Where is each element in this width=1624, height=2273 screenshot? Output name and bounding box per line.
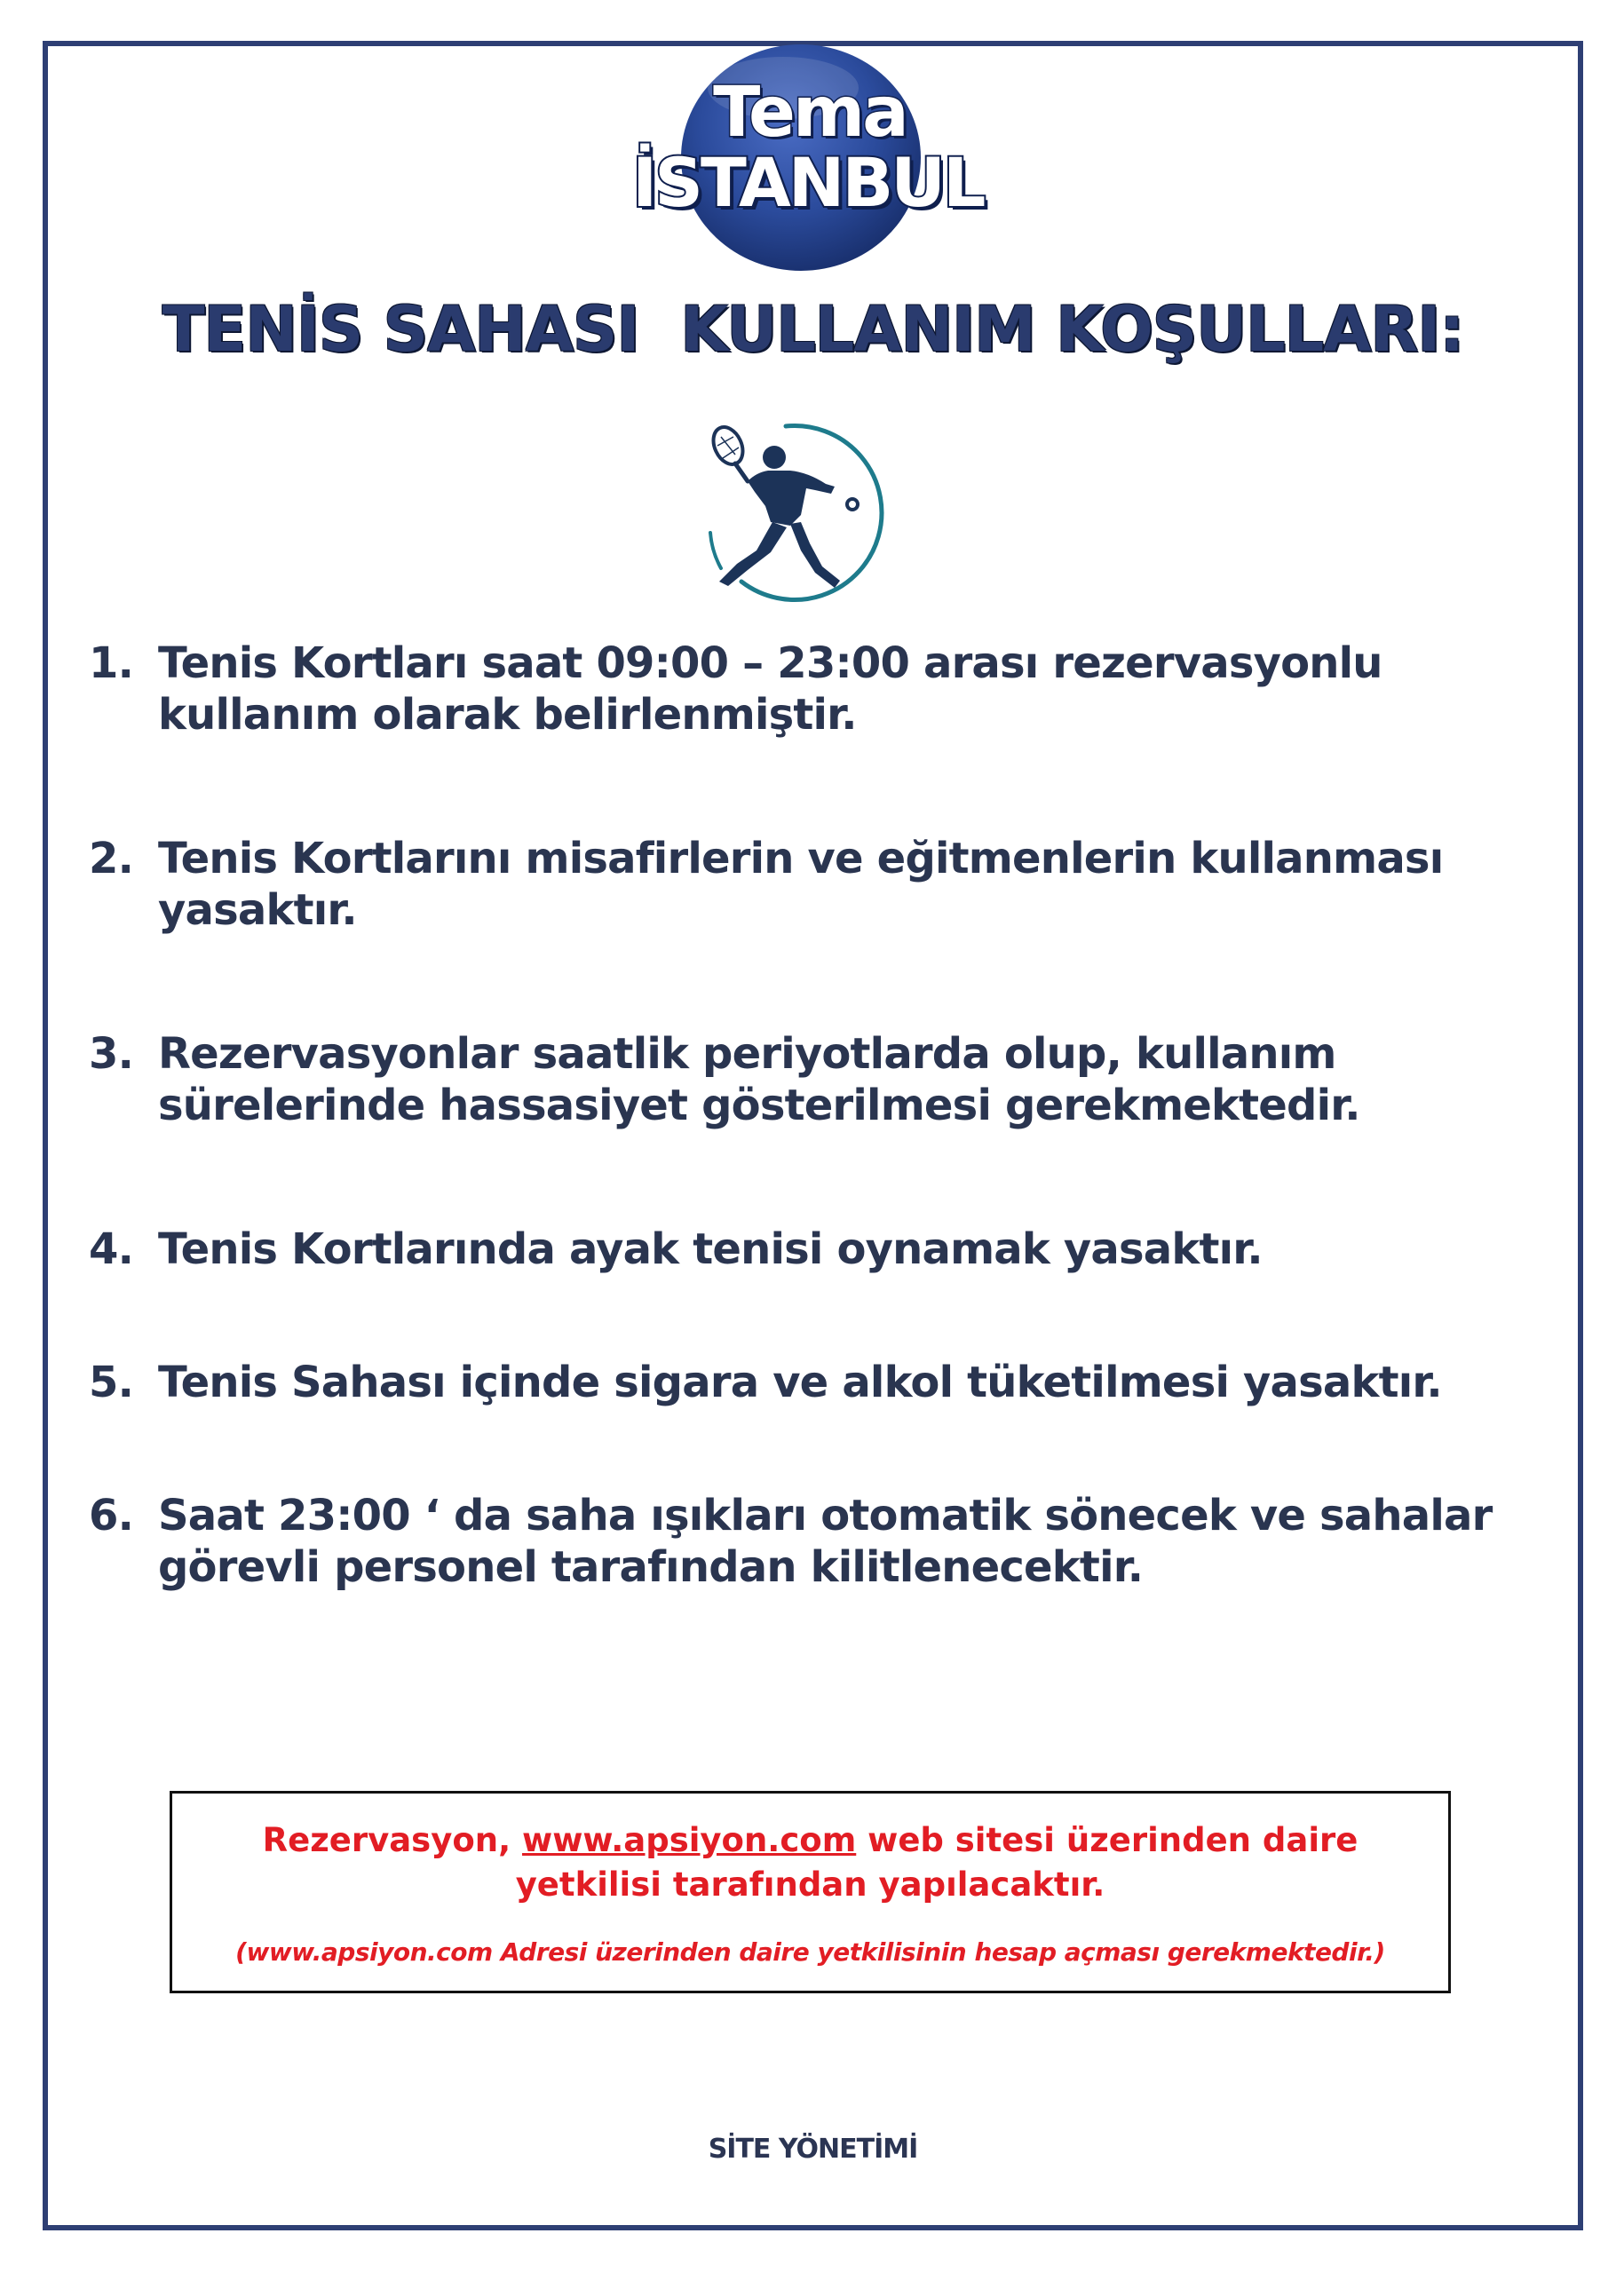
rule-text-line: sürelerinde hassasiyet gösterilmesi gerekmektedir. <box>158 1081 1360 1130</box>
rule-item <box>89 1028 1563 1131</box>
reservation-text-line1 <box>172 1820 1448 1861</box>
rule-item <box>89 1490 1563 1593</box>
rule-number: 3. <box>89 1029 134 1079</box>
rule-number: 2. <box>89 834 134 883</box>
reservation-text-line2: yetkilisi tarafından yapılacaktır. <box>515 1865 1105 1904</box>
rules-list <box>89 638 1563 1685</box>
reservation-notice-box <box>170 1791 1451 1993</box>
reservation-note: (www.apsiyon.com Adresi üzerinden daire yetkilisinin hesap açması gerekmektedir.) <box>235 1937 1385 1967</box>
reservation-suffix: web sitesi üzerinden daire <box>856 1821 1359 1859</box>
rule-item <box>89 833 1563 936</box>
rule-text-line: görevli personel tarafından kilitlenecektir. <box>158 1542 1144 1592</box>
rule-text-line: Tenis Kortları saat 09:00 – 23:00 arası rezervasyonlu <box>158 638 1382 688</box>
rule-number: 4. <box>89 1224 134 1274</box>
tennis-player-icon <box>701 417 888 604</box>
rule-text-line: yasaktır. <box>158 885 357 935</box>
logo-text-tema: Tema <box>713 73 907 153</box>
apsiyon-link[interactable]: www.apsiyon.com <box>522 1821 857 1859</box>
page-title: TENİS SAHASI KULLANIM KOŞULLARI: <box>162 293 1464 366</box>
reservation-prefix: Rezervasyon, <box>262 1821 523 1859</box>
tema-istanbul-logo <box>632 44 984 275</box>
rule-text-line: Tenis Kortlarında ayak tenisi oynamak yasaktır. <box>158 1224 1263 1274</box>
rule-number: 6. <box>89 1491 134 1540</box>
rule-item <box>89 1224 1563 1275</box>
rule-number: 1. <box>89 638 134 688</box>
rule-text-line: Rezervasyonlar saatlik periyotlarda olup, kullanım <box>158 1029 1336 1079</box>
rule-text-line: kullanım olarak belirlenmiştir. <box>158 690 857 740</box>
rule-text-line: Tenis Sahası içinde sigara ve alkol tüketilmesi yasaktır. <box>158 1358 1442 1407</box>
rule-item <box>89 1357 1563 1408</box>
rule-item <box>89 638 1563 741</box>
logo-text-istanbul: İSTANBUL <box>632 143 984 222</box>
rule-text-line: Saat 23:00 ‘ da saha ışıkları otomatik sönecek ve sahalar <box>158 1491 1493 1540</box>
footer-signature: SİTE YÖNETİMİ <box>708 2134 918 2165</box>
rule-text-line: Tenis Kortlarını misafirlerin ve eğitmenlerin kullanması <box>158 834 1444 883</box>
rule-number: 5. <box>89 1358 134 1407</box>
